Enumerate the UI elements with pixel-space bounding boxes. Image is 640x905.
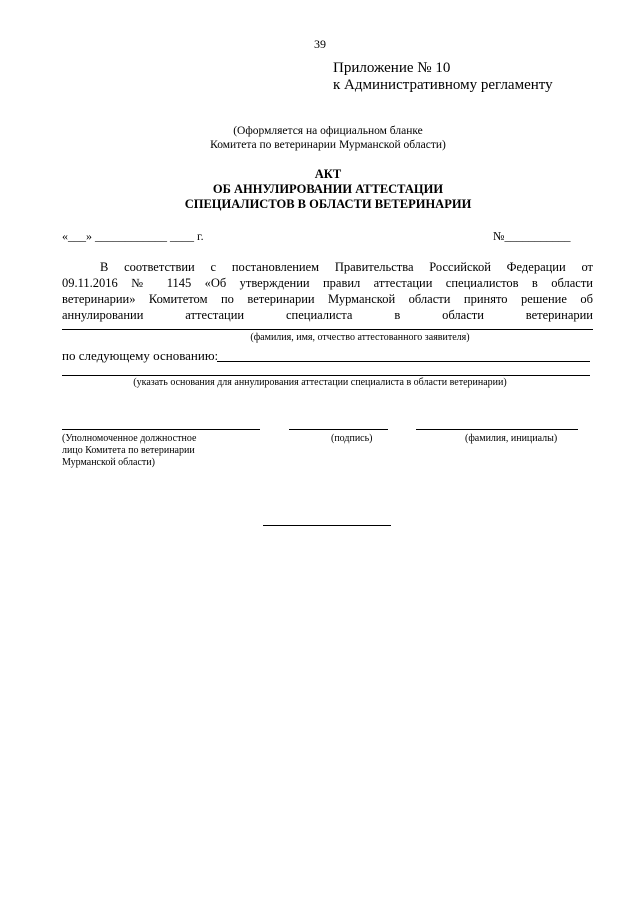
official-caption-line-1: (Уполномоченное должностное xyxy=(62,433,197,444)
official-caption-line-3: Мурманской области) xyxy=(62,457,155,468)
appendix-title: Приложение № 10 xyxy=(333,60,451,76)
official-caption-line-2: лицо Комитета по ветеринарии xyxy=(62,445,195,456)
document-number-field: №___________ xyxy=(493,229,571,243)
document-title: АКТ xyxy=(314,167,342,181)
body-line-1: В соответствии с постановлением Правительства Российской Федерации от xyxy=(100,260,593,274)
body-line-4: аннулировании аттестации специалиста в области ветеринарии xyxy=(62,308,593,322)
date-field: «___» ____________ ____ г. xyxy=(62,229,204,243)
body-line-3: ветеринарии» Комитетом по ветеринарии Мурманской области принято решение об xyxy=(62,292,593,306)
signature-line xyxy=(289,429,388,430)
body-line-2: 09.11.2016 № 1145 «Об утверждении правил аттестации специалистов в области xyxy=(62,276,593,290)
document-subtitle-line-2: СПЕЦИАЛИСТОВ В ОБЛАСТИ ВЕТЕРИНАРИИ xyxy=(184,197,472,211)
appendix-reference: к Административному регламенту xyxy=(333,77,553,93)
document-subtitle-line-1: ОБ АННУЛИРОВАНИИ АТТЕСТАЦИИ xyxy=(212,182,444,196)
basis-caption: (указать основания для аннулирования аттестации специалиста в области ветеринарии) xyxy=(133,377,507,388)
body-paragraph xyxy=(62,259,593,323)
applicant-name-line xyxy=(62,329,593,330)
page-number: 39 xyxy=(314,37,326,51)
name-caption: (фамилия, инициалы) xyxy=(465,433,558,444)
form-note-line-1: (Оформляется на официальном бланке xyxy=(233,125,423,137)
form-note-line-2: Комитета по ветеринарии Мурманской области) xyxy=(210,139,446,151)
applicant-name-caption: (фамилия, имя, отчество аттестованного заявителя) xyxy=(250,332,470,343)
closing-separator-line xyxy=(263,525,391,526)
name-line xyxy=(416,429,578,430)
official-signature-line xyxy=(62,429,260,430)
basis-input-line xyxy=(217,361,590,362)
signature-caption: (подпись) xyxy=(331,433,373,444)
basis-extra-line xyxy=(62,375,590,376)
basis-label: по следующему основанию: xyxy=(62,348,219,363)
